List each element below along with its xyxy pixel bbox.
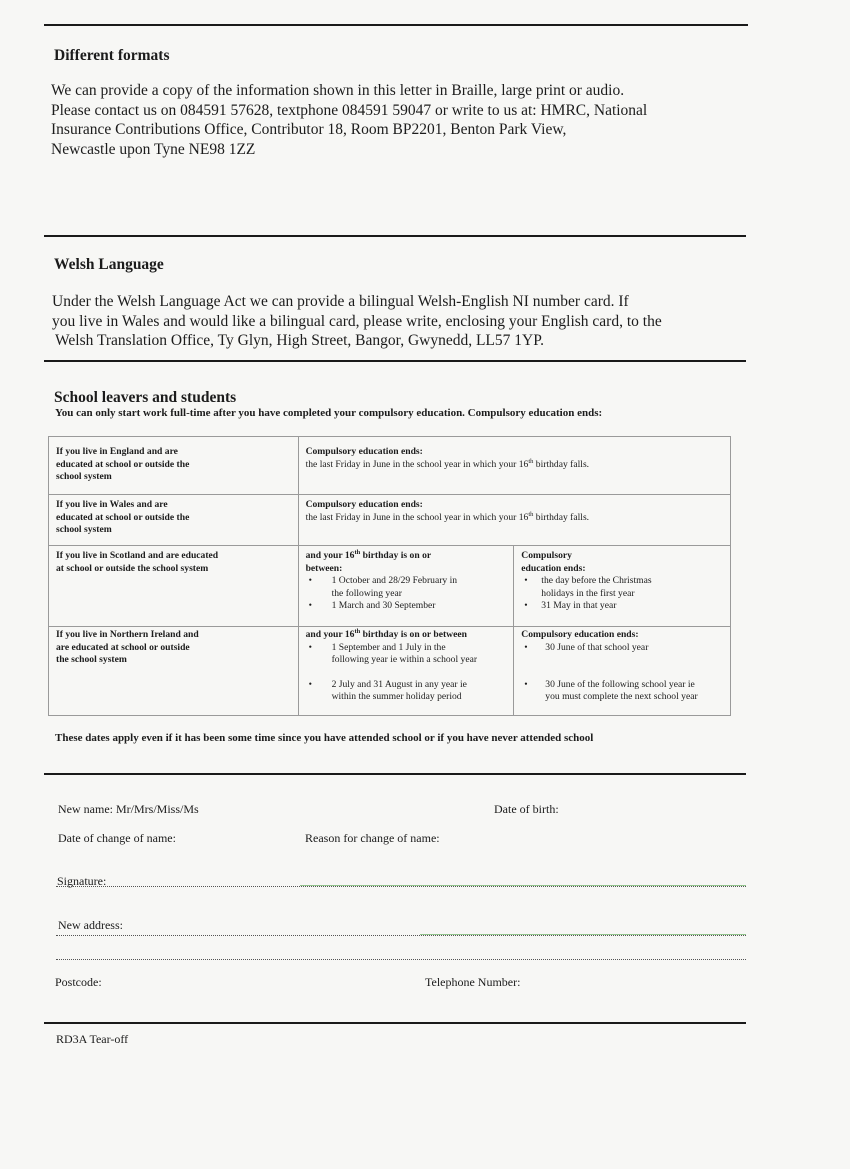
welsh-heading: Welsh Language (54, 256, 164, 273)
formats-line: Newcastle upon Tyne NE98 1ZZ (51, 140, 256, 158)
ends-cell: Compulsory education ends: • the day before the Christmas holidays in the first year • 31 May in that year (514, 546, 731, 627)
table-row (49, 676, 731, 716)
table-row (49, 627, 731, 676)
address-line-2[interactable] (56, 959, 746, 960)
condition-cell: and your 16th birthday is on or between • 1 September and 1 July in the following year ie within a school year (298, 627, 514, 676)
new-name-label: New name: Mr/Mrs/Miss/Ms (58, 802, 199, 816)
condition-cell: and your 16th birthday is on or between: • 1 October and 28/29 February in the following year • 1 March and 30 September (298, 546, 514, 627)
list-item: • 30 June of the following school year ie you must complete the next school year (521, 679, 724, 704)
form-reference: RD3A Tear-off (56, 1032, 129, 1046)
top-rule (44, 24, 748, 26)
ends-cell: Compulsory education ends: the last Friday in June in the school year in which your 16th birthday falls. (298, 437, 730, 495)
who-cell: If you live in Wales and are educated at school or outside the school system (49, 495, 299, 546)
ends-cell: Compulsory education ends: the last Friday in June in the school year in which your 16th birthday falls. (298, 495, 730, 546)
condition-cell (298, 676, 514, 716)
ends-cell (514, 676, 731, 716)
school-intro: You can only start work full-time after you have completed your compulsory education. Compulsory education ends: (55, 407, 603, 419)
address-line-mark (420, 934, 746, 935)
list-item: • 2 July and 31 August in any year ie within the summer holiday period (306, 679, 508, 704)
school-heading: School leavers and students (54, 389, 237, 406)
welsh-top-rule (44, 235, 746, 237)
formats-line: We can provide a copy of the information shown in this letter in Braille, large print or audio. (51, 82, 625, 99)
address-line-1[interactable] (56, 935, 746, 936)
list-item: • 1 March and 30 September (306, 600, 508, 613)
date-of-birth-label: Date of birth: (494, 802, 559, 816)
telephone-label: Telephone Number: (425, 975, 521, 989)
formats-paragraph (51, 81, 647, 159)
postcode-label: Postcode: (55, 975, 102, 989)
signature-label: Signature: (57, 874, 107, 888)
ends-cell: Compulsory education ends: • 30 June of that school year (514, 627, 731, 676)
table-row (49, 437, 731, 495)
tearoff-top-rule (44, 773, 746, 775)
new-address-label: New address: (58, 918, 123, 932)
welsh-line: Welsh Translation Office, Ty Glyn, High Street, Bangor, Gwynedd, LL57 1YP. (55, 332, 544, 349)
list-item: • 1 October and 28/29 February in the following year (306, 575, 508, 600)
welsh-bottom-rule (44, 360, 746, 362)
formats-line: Please contact us on 084591 57628, textphone 084591 59047 or write to us at: HMRC, National (51, 101, 648, 119)
reason-label: Reason for change of name: (305, 831, 440, 845)
list-item: • 31 May in that year (521, 600, 724, 613)
list-item: • the day before the Christmas holidays in the first year (521, 575, 724, 600)
list-item: • 30 June of that school year (521, 642, 724, 655)
date-of-change-label: Date of change of name: (58, 831, 176, 845)
table-row (49, 495, 731, 546)
tearoff-bottom-rule (44, 1022, 746, 1024)
signature-line-mark (300, 885, 746, 886)
signature-line[interactable] (56, 886, 746, 887)
welsh-line: Under the Welsh Language Act we can provide a bilingual Welsh-English NI number card. If (52, 293, 629, 310)
welsh-paragraph (52, 292, 662, 351)
formats-line: Insurance Contributions Office, Contributor 18, Room BP2201, Benton Park View, (51, 121, 567, 138)
welsh-line: you live in Wales and would like a bilingual card, please write, enclosing your English card, to the (52, 312, 662, 330)
education-table (48, 436, 731, 716)
who-cell: If you live in Scotland and are educated at school or outside the school system (49, 546, 299, 627)
formats-heading: Different formats (54, 47, 170, 64)
table-row (49, 546, 731, 627)
dates-footnote: These dates apply even if it has been some time since you have attended school or if you have never attended school (55, 732, 594, 744)
who-cell: If you live in England and are educated at school or outside the school system (49, 437, 299, 495)
who-cell: If you live in Northern Ireland and are educated at school or outside the school system (49, 627, 299, 676)
list-item: • 1 September and 1 July in the following year ie within a school year (306, 642, 508, 667)
